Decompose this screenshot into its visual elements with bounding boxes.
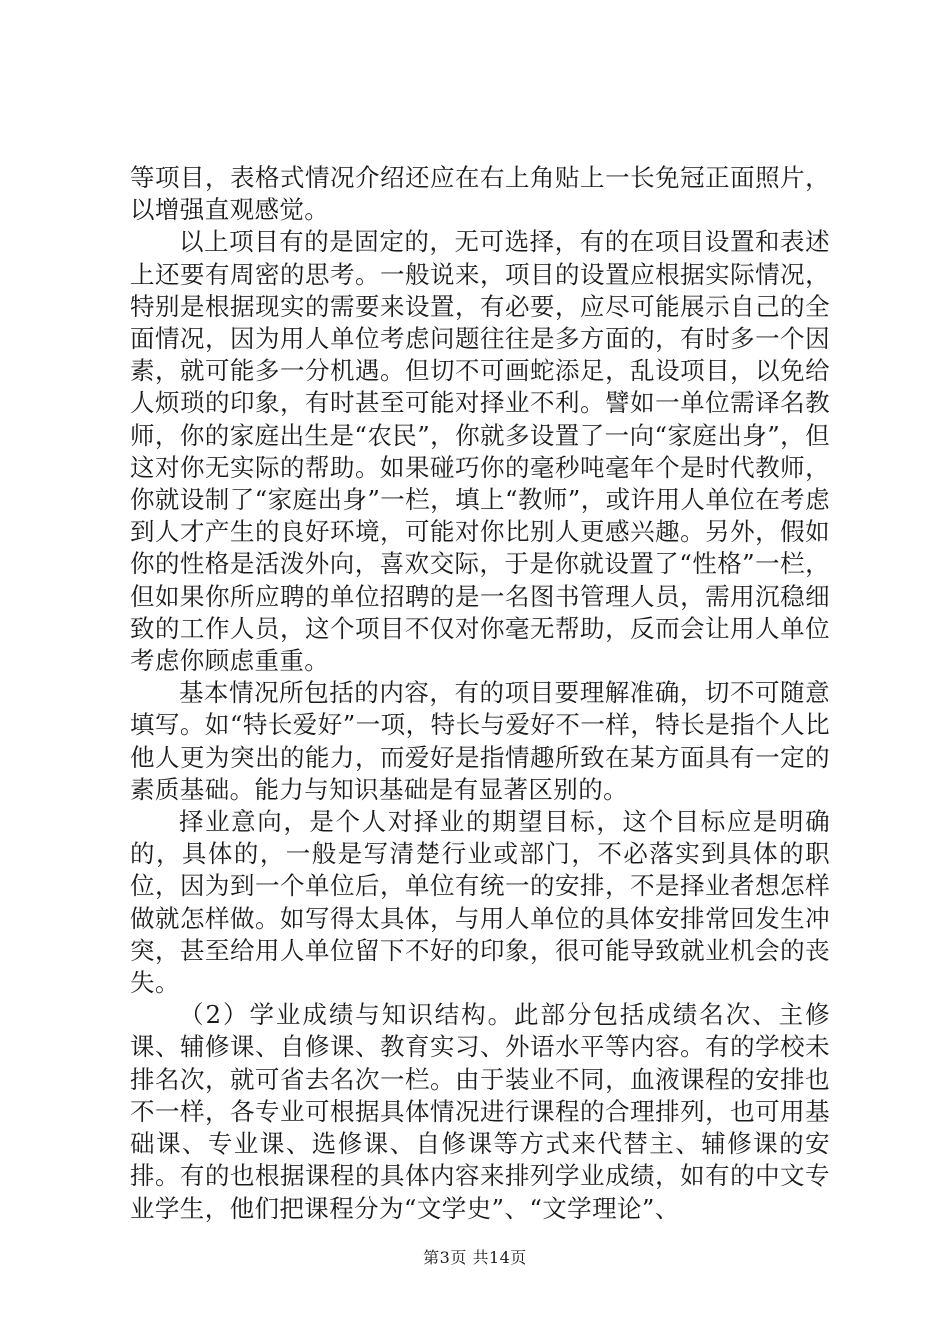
paragraph-continuation: 等项目，表格式情况介绍还应在右上角贴上一长免冠正面照片，以增强直观感觉。 — [130, 163, 830, 225]
page-footer: 第3页 共14页 — [423, 1248, 527, 1267]
paragraph-academic-performance: （2）学业成绩与知识结构。此部分包括成绩名次、主修课、辅修课、自修课、教育实习、外语水平等内容。有的学校未排名次，就可省去名次一栏。由于装业不同，血液课程的安排也不一样，各专业可根据具体情况进行课程的合理排列，也可用基础课、专业课、选修课、自修课等方式来代替主、辅修课的安排。有的也根据课程的具体内容来排列学业成绩，如有的中文专业学生，他们把课程分为“文学史”、“文学理论”、 — [130, 1000, 830, 1223]
paragraph-project-settings: 以上项目有的是固定的，无可选择，有的在项目设置和表述上还要有周密的思考。一般说来，项目的设置应根据实际情况，特别是根据现实的需要来设置，有必要，应尽可能展示自己的全面情况，因为用人单位考虑问题往往是多方面的，有时多一个因素，就可能多一分机遇。但切不可画蛇添足，乱设项目，以免给人烦琐的印象，有时甚至可能对择业不利。譬如一单位需译名教师，你的家庭出生是“农民”，你就多设置了一向“家庭出身”，但这对你无实际的帮助。如果碰巧你的毫秒吨毫年个是时代教师，你就设制了“家庭出身”一栏，填上“教师”，或许用人单位在考虑到人才产生的良好环境，可能对你比别人更感兴趣。另外，假如你的性格是活泼外向，喜欢交际，于是你就设置了“性格”一栏，但如果你所应聘的单位招聘的是一名图书管理人员，需用沉稳细致的工作人员，这个项目不仅对你毫无帮助，反而会让用人单位考虑你顾虑重重。 — [130, 227, 830, 676]
document-body — [130, 162, 830, 1225]
paragraph-career-intention: 择业意向，是个人对择业的期望目标，这个目标应是明确的，具体的，一般是写清楚行业或部门，不必落实到具体的职位，因为到一个单位后，单位有统一的安排，不是择业者想怎样做就怎样做。如写得太具体，与用人单位的具体安排常回发生冲突，甚至给用人单位留下不好的印象，很可能导致就业机会的丧失。 — [130, 807, 830, 998]
paragraph-basic-info: 基本情况所包括的内容，有的项目要理解准确，切不可随意填写。如“特长爱好”一项，特长与爱好不一样，特长是指个人比他人更为突出的能力，而爱好是指情趣所致在某方面具有一定的素质基础。能力与知识基础是有显著区别的。 — [130, 678, 830, 804]
